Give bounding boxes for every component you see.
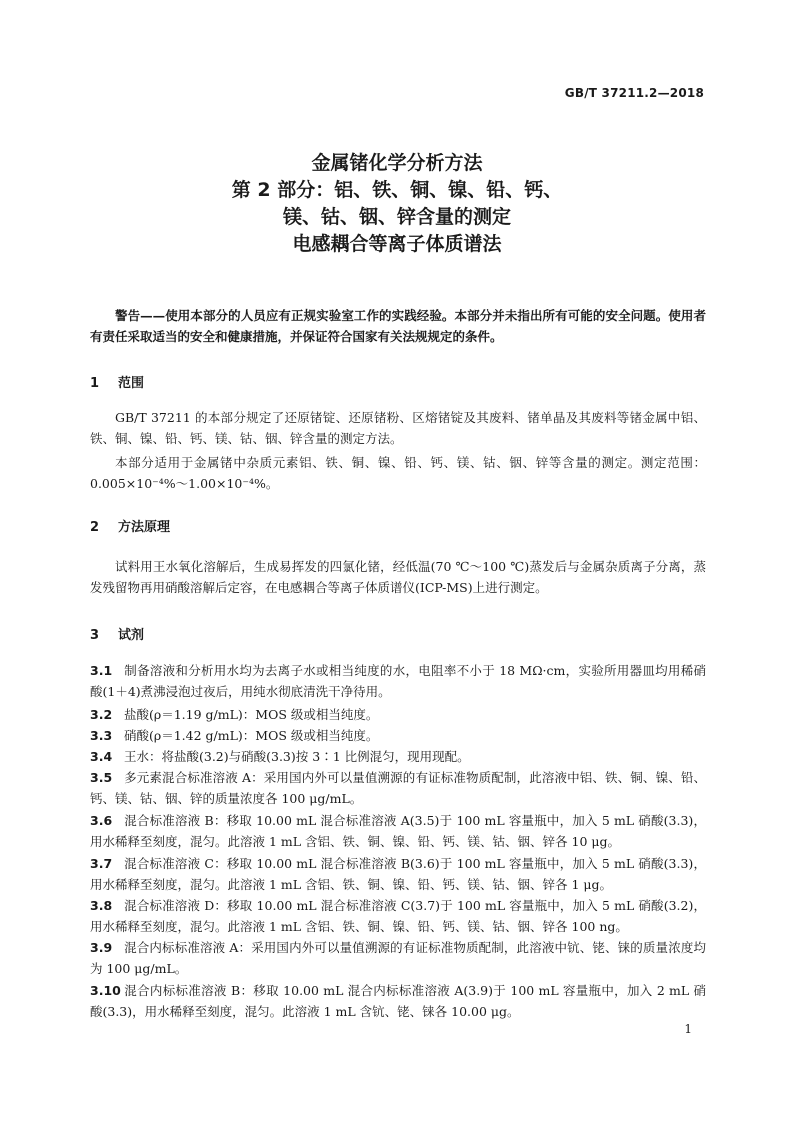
section-1-paragraph-2: 本部分适用于金属锗中杂质元素铝、铁、铜、镍、铅、钙、镁、钴、铟、锌等含量的测定。测定范围：0.005×10⁻⁴%～1.00×10⁻⁴%。 — [90, 455, 706, 491]
warning-paragraph: 警告——使用本部分的人员应有正规实验室工作的实践经验。本部分并未指出所有可能的安全问题。使用者有责任采取适当的安全和健康措施，并保证符合国家有关法规规定的条件。 — [90, 308, 706, 344]
clause-number: 3.8 — [90, 898, 113, 913]
page-number: 1 — [684, 1022, 692, 1036]
section-1-title: 范围 — [118, 376, 145, 391]
section-3-number: 3 — [90, 628, 100, 643]
clause-number: 3.10 — [90, 983, 121, 998]
section-2-number: 2 — [90, 520, 100, 535]
clause-number: 3.9 — [90, 940, 113, 955]
clause-3-7 — [90, 853, 706, 895]
clause-3-2 — [90, 704, 706, 725]
clause-3-1 — [90, 660, 706, 702]
clause-text: 混合标准溶液 C：移取 10.00 mL 混合标准溶液 B(3.6)于 100 mL 容量瓶中，加入 5 mL 硝酸(3.3)，用水稀释至刻度，混匀。此溶液 1 mL 含铝、铁、铜、镍、铅、钙、镁、钴、铟、锌各 1 μg。 — [90, 856, 706, 892]
standard-number: GB/T 37211.2—2018 — [564, 86, 704, 100]
clause-text: 硝酸(ρ＝1.42 g/mL)：MOS 级或相当纯度。 — [124, 728, 379, 743]
clause-text: 盐酸(ρ＝1.19 g/mL)：MOS 级或相当纯度。 — [124, 707, 379, 722]
document-title — [0, 150, 794, 258]
clause-number: 3.1 — [90, 663, 113, 678]
clause-3-5 — [90, 767, 706, 809]
clause-3-4 — [90, 746, 706, 767]
clause-number: 3.4 — [90, 749, 113, 764]
title-line-2: 第 2 部分：铝、铁、铜、镍、铅、钙、 — [231, 179, 563, 201]
title-line-1: 金属锗化学分析方法 — [311, 152, 483, 174]
clause-3-3 — [90, 725, 706, 746]
clause-3-6 — [90, 810, 706, 852]
clause-text: 多元素混合标准溶液 A：采用国内外可以量值溯源的有证标准物质配制，此溶液中铝、铁、铜、镍、铅、钙、镁、钴、铟、锌的质量浓度各 100 μg/mL。 — [90, 770, 706, 806]
section-1-paragraph-1: GB/T 37211 的本部分规定了还原锗锭、还原锗粉、区熔锗锭及其废料、锗单晶及其废料等锗金属中铝、铁、铜、镍、铅、钙、镁、钴、铟、锌含量的测定方法。 — [90, 410, 706, 446]
section-1-number: 1 — [90, 376, 100, 391]
clause-number: 3.6 — [90, 813, 113, 828]
clause-text: 混合内标标准溶液 A：采用国内外可以量值溯源的有证标准物质配制，此溶液中钪、铑、铼的质量浓度均为 100 μg/mL。 — [90, 940, 706, 976]
section-1-heading — [90, 372, 144, 391]
clause-text: 混合内标标准溶液 B：移取 10.00 mL 混合内标标准溶液 A(3.9)于 100 mL 容量瓶中，加入 2 mL 硝酸(3.3)，用水稀释至刻度，混匀。此溶液 1 mL 含钪、铑、铼各 10.00 μg。 — [90, 983, 706, 1019]
clause-3-8 — [90, 895, 706, 937]
section-2-title: 方法原理 — [118, 520, 171, 535]
section-2-paragraph-1: 试料用王水氧化溶解后，生成易挥发的四氯化锗，经低温(70 ℃～100 ℃)蒸发后与金属杂质离子分离，蒸发残留物再用硝酸溶解后定容，在电感耦合等离子体质谱仪(ICP-MS)上进行测定。 — [90, 559, 706, 595]
clause-text: 混合标准溶液 D：移取 10.00 mL 混合标准溶液 C(3.7)于 100 mL 容量瓶中，加入 5 mL 硝酸(3.2)，用水稀释至刻度，混匀。此溶液 1 mL 含铝、铁、铜、镍、铅、钙、镁、钴、铟、锌各 100 ng。 — [90, 898, 706, 934]
title-line-4: 电感耦合等离子体质谱法 — [292, 233, 502, 255]
clause-number: 3.5 — [90, 770, 113, 785]
section-3-heading — [90, 624, 144, 643]
clause-number: 3.2 — [90, 707, 113, 722]
clause-number: 3.7 — [90, 856, 113, 871]
clause-number: 3.3 — [90, 728, 113, 743]
clause-3-9 — [90, 937, 706, 979]
clause-text: 混合标准溶液 B：移取 10.00 mL 混合标准溶液 A(3.5)于 100 mL 容量瓶中，加入 5 mL 硝酸(3.3)，用水稀释至刻度，混匀。此溶液 1 mL 含铝、铁、铜、镍、铅、钙、镁、钴、铟、锌各 10 μg。 — [90, 813, 706, 849]
clause-text: 王水：将盐酸(3.2)与硝酸(3.3)按 3∶1 比例混匀，现用现配。 — [124, 749, 470, 764]
clause-3-10 — [90, 980, 706, 1022]
section-2-heading — [90, 516, 170, 535]
section-3-title: 试剂 — [118, 628, 145, 643]
clause-text: 制备溶液和分析用水均为去离子水或相当纯度的水，电阻率不小于 18 MΩ·cm，实验所用器皿均用稀硝酸(1＋4)煮沸浸泡过夜后，用纯水彻底清洗干净待用。 — [90, 663, 706, 699]
title-line-3: 镁、钴、铟、锌含量的测定 — [282, 206, 511, 228]
